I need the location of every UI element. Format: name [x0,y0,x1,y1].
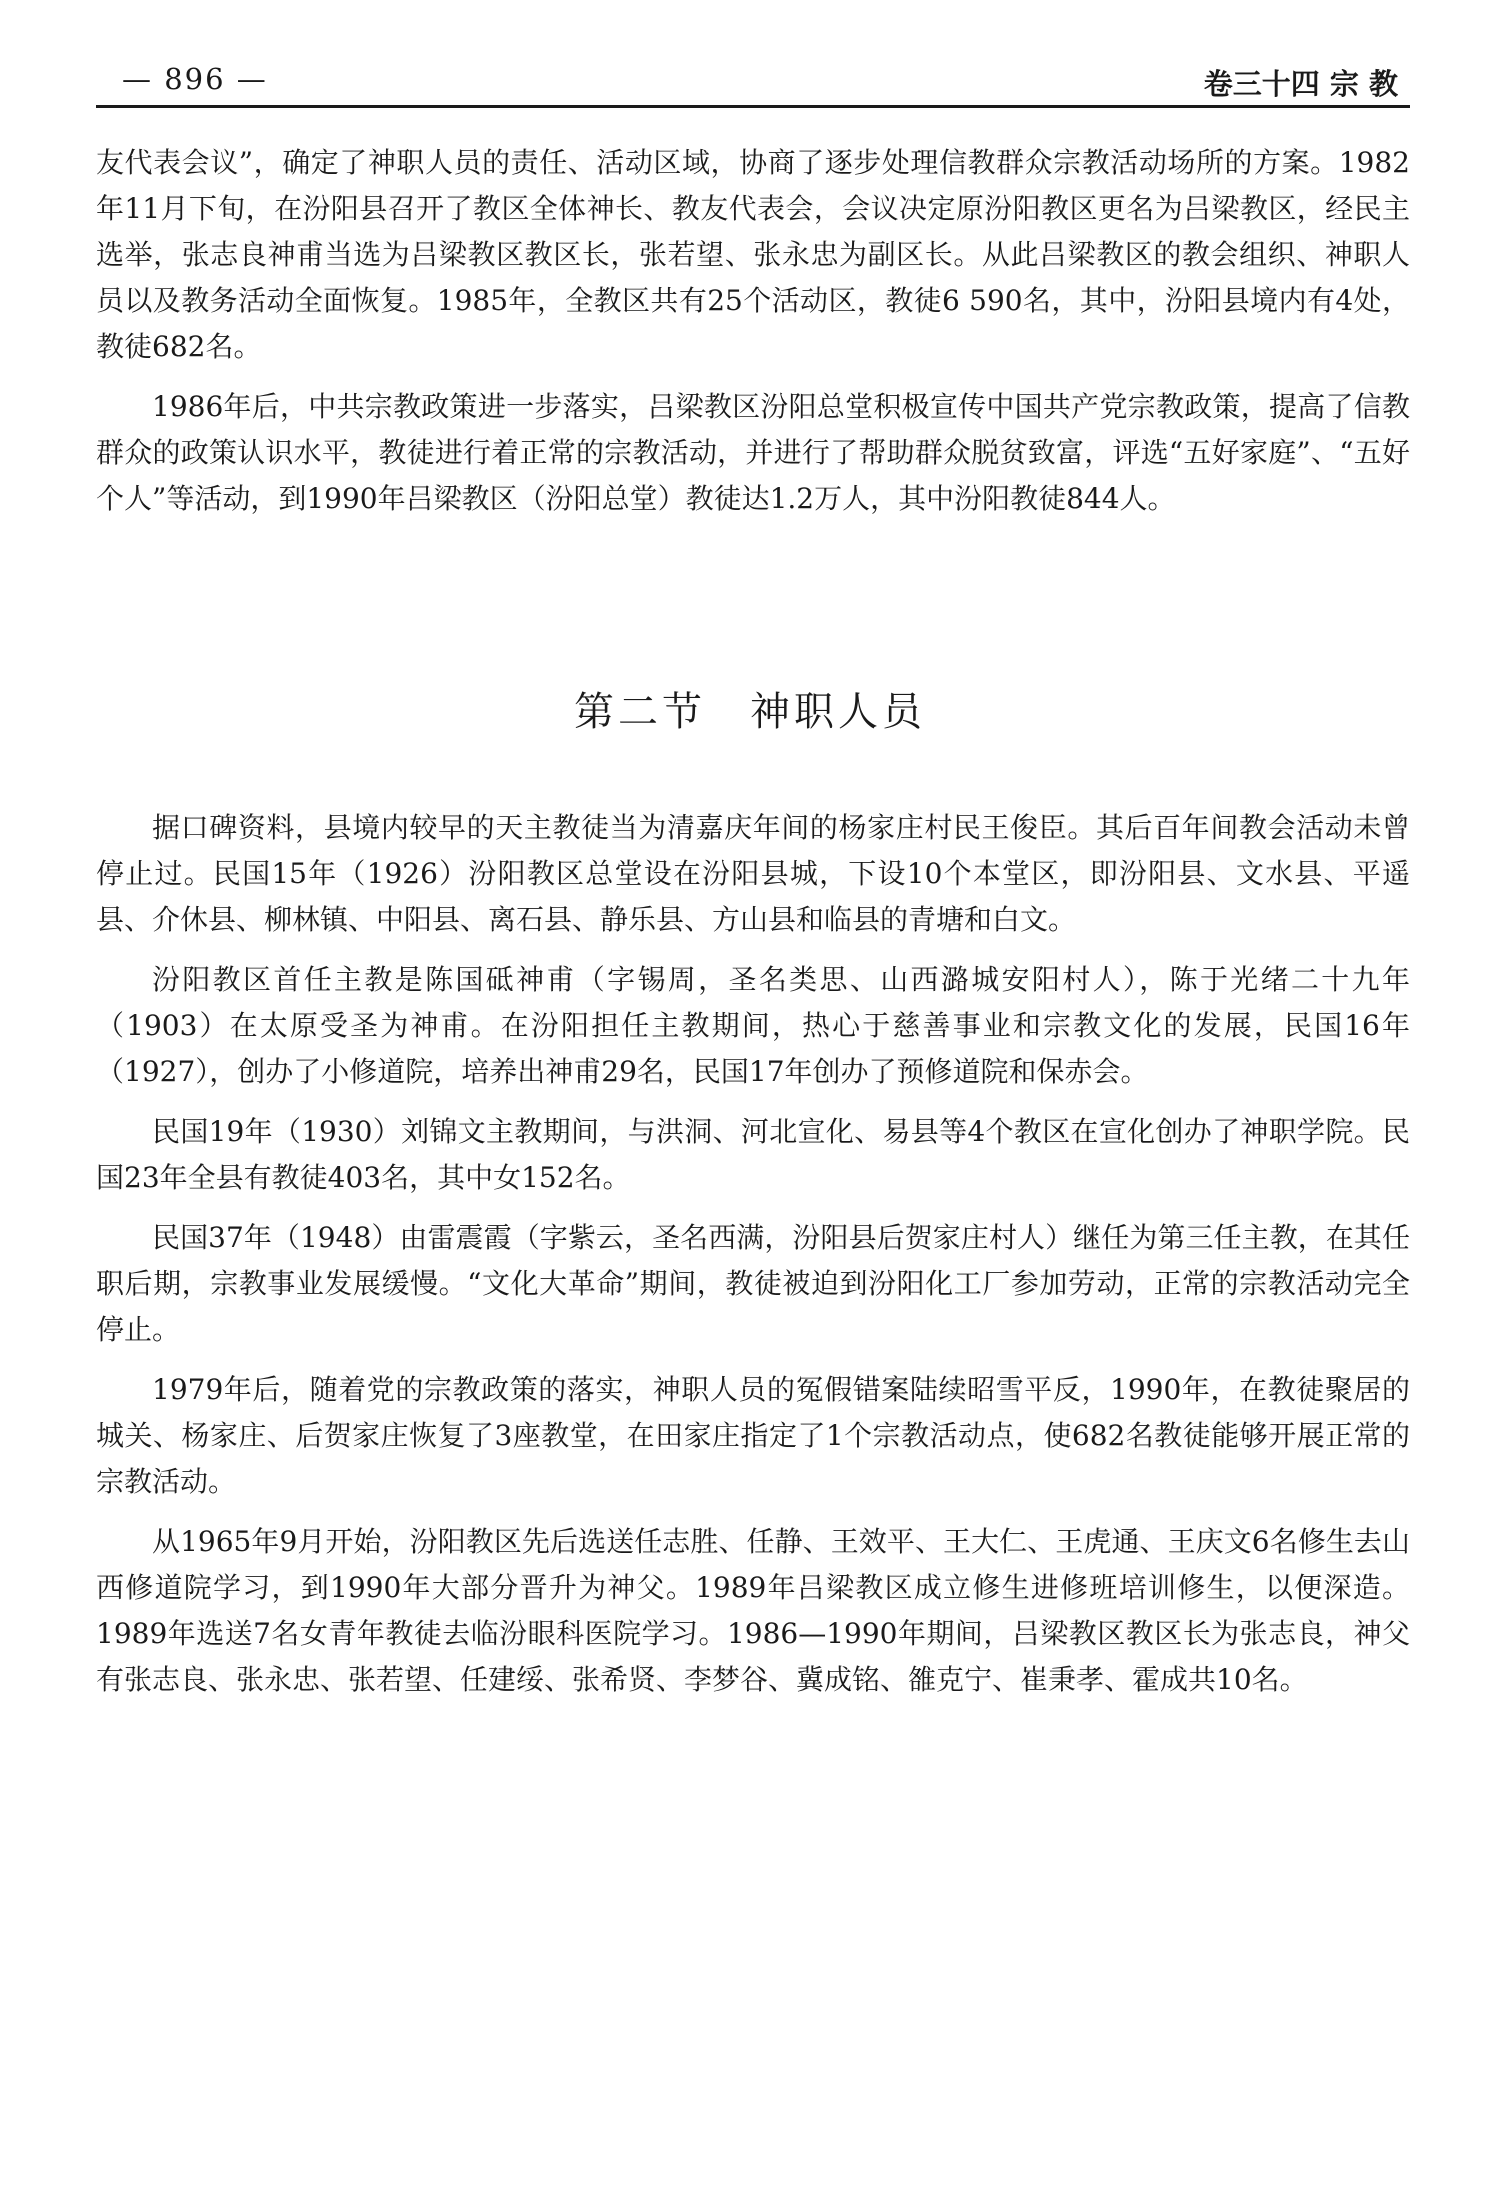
paragraph: 1986年后，中共宗教政策进一步落实，吕梁教区汾阳总堂积极宣传中国共产党宗教政策，提高了信教群众的政策认识水平，教徒进行着正常的宗教活动，并进行了帮助群众脱贫致富，评选“五好家庭”、“五好个人”等活动，到1990年吕梁教区（汾阳总堂）教徒达1.2万人，其中汾阳教徒844人。 [96,390,1410,515]
page-header [96,60,1410,104]
intro-text-block [96,140,1410,536]
section-title: 第二节 神职人员 [574,689,926,735]
paragraph: 据口碑资料，县境内较早的天主教徒当为清嘉庆年间的杨家庄村民王俊臣。其后百年间教会活动未曾停止过。民国15年（1926）汾阳教区总堂设在汾阳县城，下设10个本堂区，即汾阳县、文水县、平遥县、介休县、柳林镇、中阳县、离石县、静乐县、方山县和临县的青塘和白文。 [96,811,1410,936]
paragraph: 汾阳教区首任主教是陈国砥神甫（字锡周，圣名类思、山西潞城安阳村人），陈于光绪二十九年（1903）在太原受圣为神甫。在汾阳担任主教期间，热心于慈善事业和宗教文化的发展，民国16年（1927），创办了小修道院，培养出神甫29名，民国17年创办了预修道院和保赤会。 [96,963,1410,1088]
paragraph: 1979年后，随着党的宗教政策的落实，神职人员的冤假错案陆续昭雪平反，1990年，在教徒聚居的城关、杨家庄、后贺家庄恢复了3座教堂，在田家庄指定了1个宗教活动点，使682名教徒能够开展正常的宗教活动。 [96,1373,1410,1498]
paragraph: 民国19年（1930）刘锦文主教期间，与洪洞、河北宣化、易县等4个教区在宣化创办了神职学院。民国23年全县有教徒403名，其中女152名。 [96,1115,1410,1194]
header-rule [96,105,1410,108]
section-text-block [96,805,1410,1717]
paragraph: 民国37年（1948）由雷震霞（字紫云，圣名西满，汾阳县后贺家庄村人）继任为第三任主教，在其任职后期，宗教事业发展缓慢。“文化大革命”期间，教徒被迫到汾阳化工厂参加劳动，正常的宗教活动完全停止。 [96,1221,1410,1346]
page-number: — 896 — [122,62,268,96]
paragraph: 从1965年9月开始，汾阳教区先后选送任志胜、任静、王效平、王大仁、王虎通、王庆文6名修生去山西修道院学习，到1990年大部分晋升为神父。1989年吕梁教区成立修生进修班培训修生，以便深造。1989年选送7名女青年教徒去临汾眼科医院学习。1986—1990年期间，吕梁教区教区长为张志良，神父有张志良、张永忠、张若望、任建绥、张希贤、李梦谷、冀成铭、雒克宁、崔秉孝、霍成共10名。 [96,1525,1410,1696]
running-head: 卷三十四 宗 教 [1203,67,1398,101]
paragraph: 友代表会议”，确定了神职人员的责任、活动区域，协商了逐步处理信教群众宗教活动场所的方案。1982年11月下旬，在汾阳县召开了教区全体神长、教友代表会，会议决定原汾阳教区更名为吕梁教区，经民主选举，张志良神甫当选为吕梁教区教区长，张若望、张永忠为副区长。从此吕梁教区的教会组织、神职人员以及教务活动全面恢复。1985年，全教区共有25个活动区，教徒6 590名，其中，汾阳县境内有4处，教徒682名。 [96,146,1410,363]
